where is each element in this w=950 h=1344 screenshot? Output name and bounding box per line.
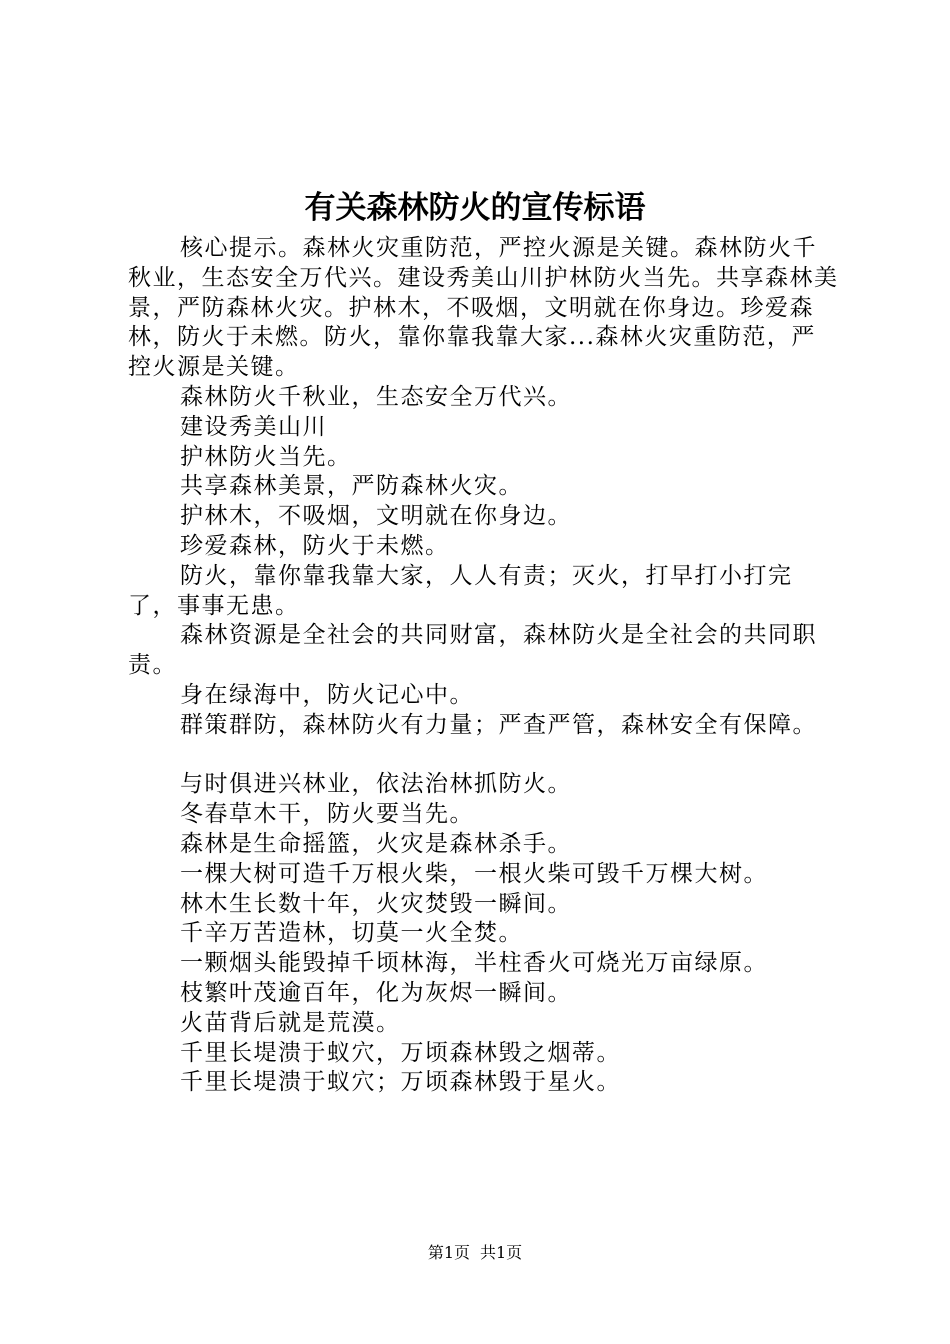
paragraph: 一颗烟头能毁掉千顷林海，半柱香火可烧光万亩绿原。 (180, 950, 768, 977)
paragraph: 森林防火千秋业，生态安全万代兴。 (180, 383, 572, 410)
document-title: 有关森林防火的宣传标语 (304, 190, 646, 226)
blank-line (128, 741, 840, 771)
paragraph: 一棵大树可造千万根火柴，一根火柴可毁千万棵大树。 (180, 860, 768, 887)
paragraph: 森林资源是全社会的共同财富，森林防火是全社会的共同职责。 (128, 622, 817, 679)
paragraph: 群策群防，森林防火有力量；严查严管，森林安全有保障。 (180, 711, 817, 738)
paragraph: 与时俱进兴林业，依法治林抓防火。 (180, 771, 572, 798)
document-body (128, 234, 840, 1098)
page-total: 共1页 (480, 1243, 523, 1262)
paragraph: 护林木，不吸烟，文明就在你身边。 (180, 503, 572, 530)
page-footer (0, 1242, 950, 1264)
paragraph: 护林防火当先。 (180, 443, 352, 470)
paragraph: 防火，靠你靠我靠大家，人人有责；灭火，打早打小打完了，事事无患。 (128, 562, 793, 619)
paragraph: 千辛万苦造林，切莫一火全焚。 (180, 920, 523, 947)
paragraph: 林木生长数十年，火灾焚毁一瞬间。 (180, 890, 572, 917)
paragraph: 珍爱森林，防火于未燃。 (180, 532, 450, 559)
paragraph: 建设秀美山川 (180, 413, 327, 440)
paragraph: 枝繁叶茂逾百年，化为灰烬一瞬间。 (180, 979, 572, 1006)
paragraph: 火苗背后就是荒漠。 (180, 1009, 401, 1036)
page-number: 第1页 (427, 1243, 470, 1262)
paragraph: 身在绿海中，防火记心中。 (180, 681, 474, 708)
paragraph: 冬春草木干，防火要当先。 (180, 801, 474, 828)
paragraph: 千里长堤溃于蚁穴；万顷森林毁于星火。 (180, 1069, 621, 1096)
paragraph: 千里长堤溃于蚁穴，万顷森林毁之烟蒂。 (180, 1039, 621, 1066)
paragraph: 核心提示。森林火灾重防范，严控火源是关键。森林防火千秋业，生态安全万代兴。建设秀美山川护林防火当先。共享森林美景，严防森林火灾。护林木，不吸烟，文明就在你身边。珍爱森林，防火于未燃。防火，靠你靠我靠大家...森林火灾重防范，严控火源是关键。 (128, 235, 839, 381)
paragraph: 森林是生命摇篮，火灾是森林杀手。 (180, 830, 572, 857)
paragraph: 共享森林美景，严防森林火灾。 (180, 473, 523, 500)
